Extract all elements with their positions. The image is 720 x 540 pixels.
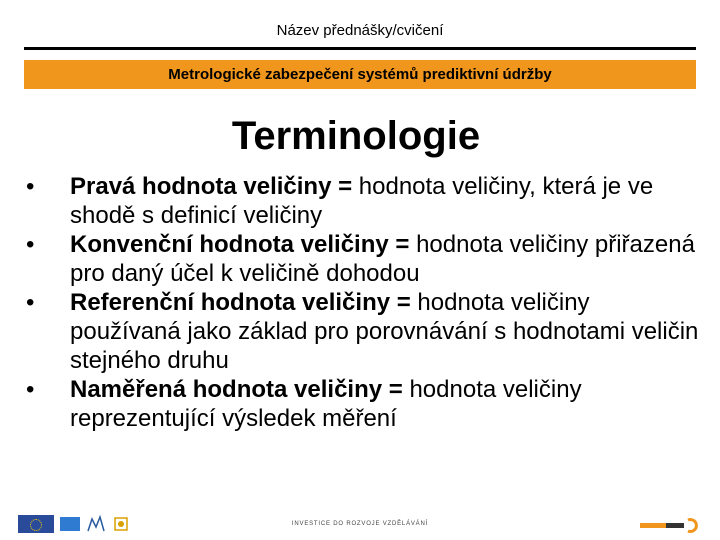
bullet-term: Naměřená hodnota veličiny = <box>70 376 403 403</box>
bullet-list <box>24 172 704 433</box>
course-subtitle: Metrologické zabezpečení systémů prediktivní údržby <box>168 66 552 83</box>
lecture-title: Název přednášky/cvičení <box>276 22 444 39</box>
bullet-icon: • <box>26 376 35 403</box>
bullet-definition: hodnota veličiny používaná jako základ pro porovnávání s hodnotami veličin stejného druhu <box>70 289 699 374</box>
header-divider <box>24 47 696 50</box>
bullet-term: Referenční hodnota veličiny = <box>70 289 411 316</box>
bullet-term: Pravá hodnota veličiny = <box>70 173 353 200</box>
bullet-term: Konvenční hodnota veličiny = <box>70 231 410 258</box>
course-subtitle-bar <box>24 60 696 89</box>
bullet-definition: hodnota veličiny přiřazená pro daný účel k veličině dohodou <box>70 231 695 287</box>
bullet-item <box>24 288 704 375</box>
bullet-definition: hodnota veličiny, která je ve shodě s definicí veličiny <box>70 173 654 229</box>
bullet-item <box>24 172 704 230</box>
bullet-item <box>24 230 704 288</box>
footer-caption: INVESTICE DO ROZVOJE VZDĚLÁVÁNÍ <box>291 521 429 527</box>
bullet-definition: hodnota veličiny reprezentující výsledek měření <box>70 376 582 432</box>
bullet-icon: • <box>26 173 35 200</box>
slide-title: Terminologie <box>231 114 481 158</box>
bullet-icon: • <box>26 289 35 316</box>
bullet-item <box>24 375 704 433</box>
partner-logo <box>632 516 708 534</box>
bullet-icon: • <box>26 231 35 258</box>
